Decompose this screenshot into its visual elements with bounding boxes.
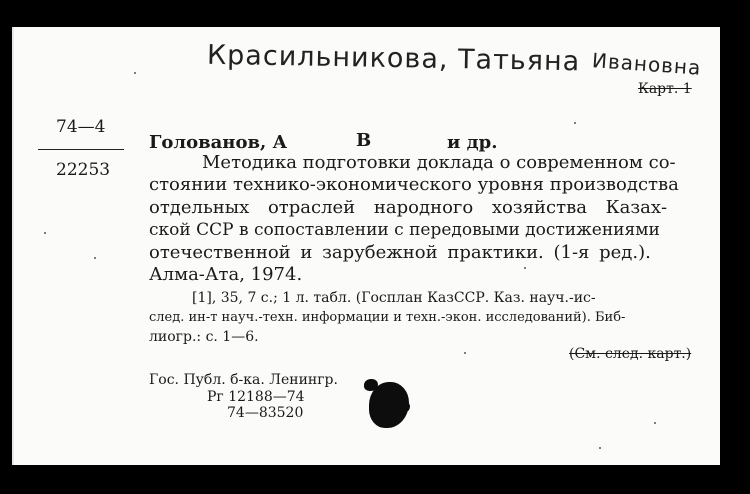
handwritten-patronymic: Ивановна [591, 48, 703, 80]
catalog-card [12, 27, 720, 465]
library-code: Рг 12188—74 [207, 389, 305, 405]
see-next-card: (См. след. карт.) [569, 346, 692, 362]
library-name: Гос. Публ. б-ка. Ленингр. [149, 372, 338, 388]
call-number-top: 74—4 [56, 117, 106, 137]
author-initial: В [356, 130, 372, 151]
title-line: Методика подготовки доклада о современном со- [202, 152, 676, 173]
author-et-al: и др. [447, 132, 498, 153]
speck [654, 422, 656, 424]
title-line: Алма-Ата, 1974. [149, 264, 303, 285]
author-name: Голованов, А [149, 132, 288, 153]
title-line: отечественной и зарубежной практики. (1-я ред.). [149, 242, 651, 263]
title-line: отдельных отраслей народного хозяйства Казах- [149, 197, 668, 218]
speck [599, 447, 601, 449]
title-line: ской ССР в сопоставлении с передовыми достижениями [149, 220, 660, 240]
ink-blot [402, 402, 410, 412]
card-marker: Карт. 1 [638, 81, 692, 97]
speck [574, 122, 576, 124]
library-code: 74—83520 [227, 405, 304, 421]
speck [464, 352, 466, 354]
collation-line: [1], 35, 7 с.; 1 л. табл. (Госплан КазССР. Каз. науч.-ис- [192, 290, 596, 306]
handwritten-name: Красильникова, Татьяна [206, 39, 581, 78]
speck [94, 257, 96, 259]
speck [134, 72, 136, 74]
call-number-divider [38, 149, 124, 150]
collation-line: лиогр.: с. 1—6. [149, 329, 259, 345]
collation-line: след. ин-т науч.-техн. информации и техн.-экон. исследований). Биб- [149, 310, 626, 325]
speck [524, 267, 526, 269]
title-line: стоянии технико-экономического уровня производства [149, 174, 679, 195]
speck [44, 232, 46, 234]
call-number-bottom: 22253 [56, 160, 111, 180]
